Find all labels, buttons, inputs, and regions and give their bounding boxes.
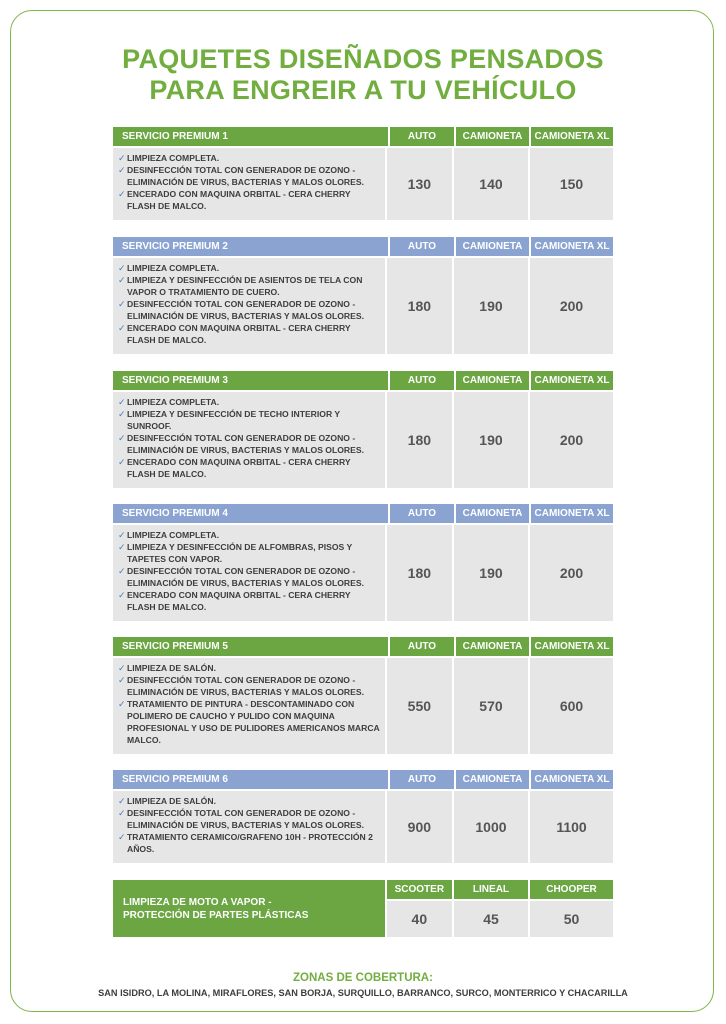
price-auto: 180 [385,525,452,621]
package-premium-3 [113,371,613,488]
feature-list [113,148,385,220]
check-icon: ✓ [118,590,126,600]
check-icon: ✓ [118,542,126,552]
package-premium-5 [113,637,613,754]
feature-list [113,658,385,754]
package-body [113,148,613,220]
feature-item: ✓ LIMPIEZA DE SALÓN. [118,796,216,806]
feature-item: ✓ DESINFECCIÓN TOTAL CON GENERADOR DE OZONO - ELIMINACIÓN DE VIRUS, BACTERIAS Y MALOS OLORES. [118,299,364,321]
feature-item: ✓ ENCERADO CON MAQUINA ORBITAL - CERA CHERRY FLASH DE MALCO. [118,457,351,479]
column-camioneta: CAMIONETA [454,770,529,789]
feature-item: ✓ LIMPIEZA COMPLETA. [118,153,220,163]
package-header [113,770,613,789]
feature-item: ✓ TRATAMIENTO DE PINTURA - DESCONTAMINADO CON POLIMERO DE CAUCHO Y PULIDO CON MAQUINA PROFESIONAL Y USO DE PULIDORES AMERICANOS MARCA MALCO. [118,699,380,745]
column-camioneta: CAMIONETA [454,637,529,656]
feature-item: ✓ LIMPIEZA DE SALÓN. [118,663,216,673]
feature-list [113,791,385,863]
package-premium-6 [113,770,613,863]
column-auto: AUTO [388,371,454,390]
column-camioneta: CAMIONETA [454,504,529,523]
price-camioneta-xl: 200 [528,258,613,354]
price-scooter: 40 [387,901,452,937]
column-auto: AUTO [388,237,454,256]
price-auto: 550 [385,658,452,754]
price-camioneta-xl: 600 [528,658,613,754]
feature-item: ✓ ENCERADO CON MAQUINA ORBITAL - CERA CHERRY FLASH DE MALCO. [118,323,351,345]
feature-item: ✓ DESINFECCIÓN TOTAL CON GENERADOR DE OZONO - ELIMINACIÓN DE VIRUS, BACTERIAS Y MALOS OLORES. [118,433,364,455]
price-camioneta: 570 [452,658,528,754]
feature-list [113,258,385,354]
package-name: SERVICIO PREMIUM 6 [113,770,388,789]
check-icon: ✓ [118,165,126,175]
column-camioneta-xl: CAMIONETA XL [529,371,613,390]
price-auto: 130 [385,148,452,220]
price-chooper: 50 [530,901,613,937]
column-camioneta-xl: CAMIONETA XL [529,770,613,789]
moto-column-chooper [528,880,613,937]
check-icon: ✓ [118,796,126,806]
package-header [113,237,613,256]
column-camioneta-xl: CAMIONETA XL [529,637,613,656]
package-body [113,658,613,754]
package-premium-4 [113,504,613,621]
package-header [113,637,613,656]
feature-item: ✓ LIMPIEZA Y DESINFECCIÓN DE ALFOMBRAS, PISOS Y TAPETES CON VAPOR. [118,542,353,564]
column-scooter: SCOOTER [387,880,452,899]
package-body [113,525,613,621]
column-camioneta: CAMIONETA [454,371,529,390]
package-name: SERVICIO PREMIUM 5 [113,637,388,656]
feature-item: ✓ TRATAMIENTO CERAMICO/GRAFENO 10H - PROTECCIÓN 2 AÑOS. [118,832,373,854]
feature-list [113,525,385,621]
check-icon: ✓ [118,263,126,273]
column-chooper: CHOOPER [530,880,613,899]
feature-item: ✓ DESINFECCIÓN TOTAL CON GENERADOR DE OZONO - ELIMINACIÓN DE VIRUS, BACTERIAS Y MALOS OLORES. [118,566,364,588]
moto-name-line-1: LIMPIEZA DE MOTO A VAPOR - [123,897,272,908]
column-camioneta-xl: CAMIONETA XL [529,127,613,146]
feature-item: ✓ DESINFECCIÓN TOTAL CON GENERADOR DE OZONO - ELIMINACIÓN DE VIRUS, BACTERIAS Y MALOS OLORES. [118,675,364,697]
column-auto: AUTO [388,127,454,146]
check-icon: ✓ [118,530,126,540]
check-icon: ✓ [118,832,126,842]
price-camioneta-xl: 200 [528,392,613,488]
column-camioneta: CAMIONETA [454,237,529,256]
coverage-title: ZONAS DE COBERTURA: [293,972,433,984]
feature-list [113,392,385,488]
price-camioneta: 190 [452,392,528,488]
column-camioneta-xl: CAMIONETA XL [529,504,613,523]
feature-item: ✓ LIMPIEZA COMPLETA. [118,397,220,407]
moto-name-line-2: PROTECCIÓN DE PARTES PLÁSTICAS [123,910,309,921]
check-icon: ✓ [118,808,126,818]
price-camioneta: 1000 [452,791,528,863]
check-icon: ✓ [118,409,126,419]
check-icon: ✓ [118,699,126,709]
package-premium-1 [113,127,613,220]
check-icon: ✓ [118,323,126,333]
package-body [113,791,613,863]
check-icon: ✓ [118,663,126,673]
package-moto [113,880,613,937]
moto-column-scooter [385,880,452,937]
feature-item: ✓ ENCERADO CON MAQUINA ORBITAL - CERA CHERRY FLASH DE MALCO. [118,590,351,612]
feature-item: ✓ LIMPIEZA Y DESINFECCIÓN DE TECHO INTERIOR Y SUNROOF. [118,409,340,431]
price-camioneta: 140 [452,148,528,220]
package-header [113,504,613,523]
title-line-2: PARA ENGREIR A TU VEHÍCULO [149,75,577,105]
price-camioneta: 190 [452,525,528,621]
package-body [113,392,613,488]
package-header [113,127,613,146]
price-camioneta: 190 [452,258,528,354]
check-icon: ✓ [118,457,126,467]
package-premium-2 [113,237,613,354]
check-icon: ✓ [118,675,126,685]
feature-item: ✓ DESINFECCIÓN TOTAL CON GENERADOR DE OZONO - ELIMINACIÓN DE VIRUS, BACTERIAS Y MALOS OLORES. [118,808,364,830]
feature-item: ✓ DESINFECCIÓN TOTAL CON GENERADOR DE OZONO - ELIMINACIÓN DE VIRUS, BACTERIAS Y MALOS OLORES. [118,165,364,187]
price-camioneta-xl: 150 [528,148,613,220]
column-auto: AUTO [388,504,454,523]
package-name: SERVICIO PREMIUM 2 [113,237,388,256]
check-icon: ✓ [118,299,126,309]
feature-item: ✓ LIMPIEZA Y DESINFECCIÓN DE ASIENTOS DE TELA CON VAPOR O TRATAMIENTO DE CUERO. [118,275,363,297]
feature-item: ✓ LIMPIEZA COMPLETA. [118,263,220,273]
package-name: SERVICIO PREMIUM 4 [113,504,388,523]
moto-column-lineal [452,880,528,937]
check-icon: ✓ [118,433,126,443]
price-auto: 900 [385,791,452,863]
moto-package-name [113,880,385,937]
column-camioneta-xl: CAMIONETA XL [529,237,613,256]
check-icon: ✓ [118,397,126,407]
price-lineal: 45 [454,901,528,937]
title-line-1: PAQUETES DISEÑADOS PENSADOS [122,44,604,74]
feature-item: ✓ ENCERADO CON MAQUINA ORBITAL - CERA CHERRY FLASH DE MALCO. [118,189,351,211]
package-header [113,371,613,390]
price-camioneta-xl: 200 [528,525,613,621]
package-body [113,258,613,354]
check-icon: ✓ [118,566,126,576]
check-icon: ✓ [118,275,126,285]
column-auto: AUTO [388,770,454,789]
price-camioneta-xl: 1100 [528,791,613,863]
package-name: SERVICIO PREMIUM 3 [113,371,388,390]
page-title [0,44,726,106]
price-auto: 180 [385,392,452,488]
check-icon: ✓ [118,189,126,199]
package-name: SERVICIO PREMIUM 1 [113,127,388,146]
feature-item: ✓ LIMPIEZA COMPLETA. [118,530,220,540]
column-lineal: LINEAL [454,880,528,899]
column-auto: AUTO [388,637,454,656]
coverage-list: SAN ISIDRO, LA MOLINA, MIRAFLORES, SAN BORJA, SURQUILLO, BARRANCO, SURCO, MONTERRICO Y CHACARILLA [98,988,628,998]
check-icon: ✓ [118,153,126,163]
price-auto: 180 [385,258,452,354]
column-camioneta: CAMIONETA [454,127,529,146]
